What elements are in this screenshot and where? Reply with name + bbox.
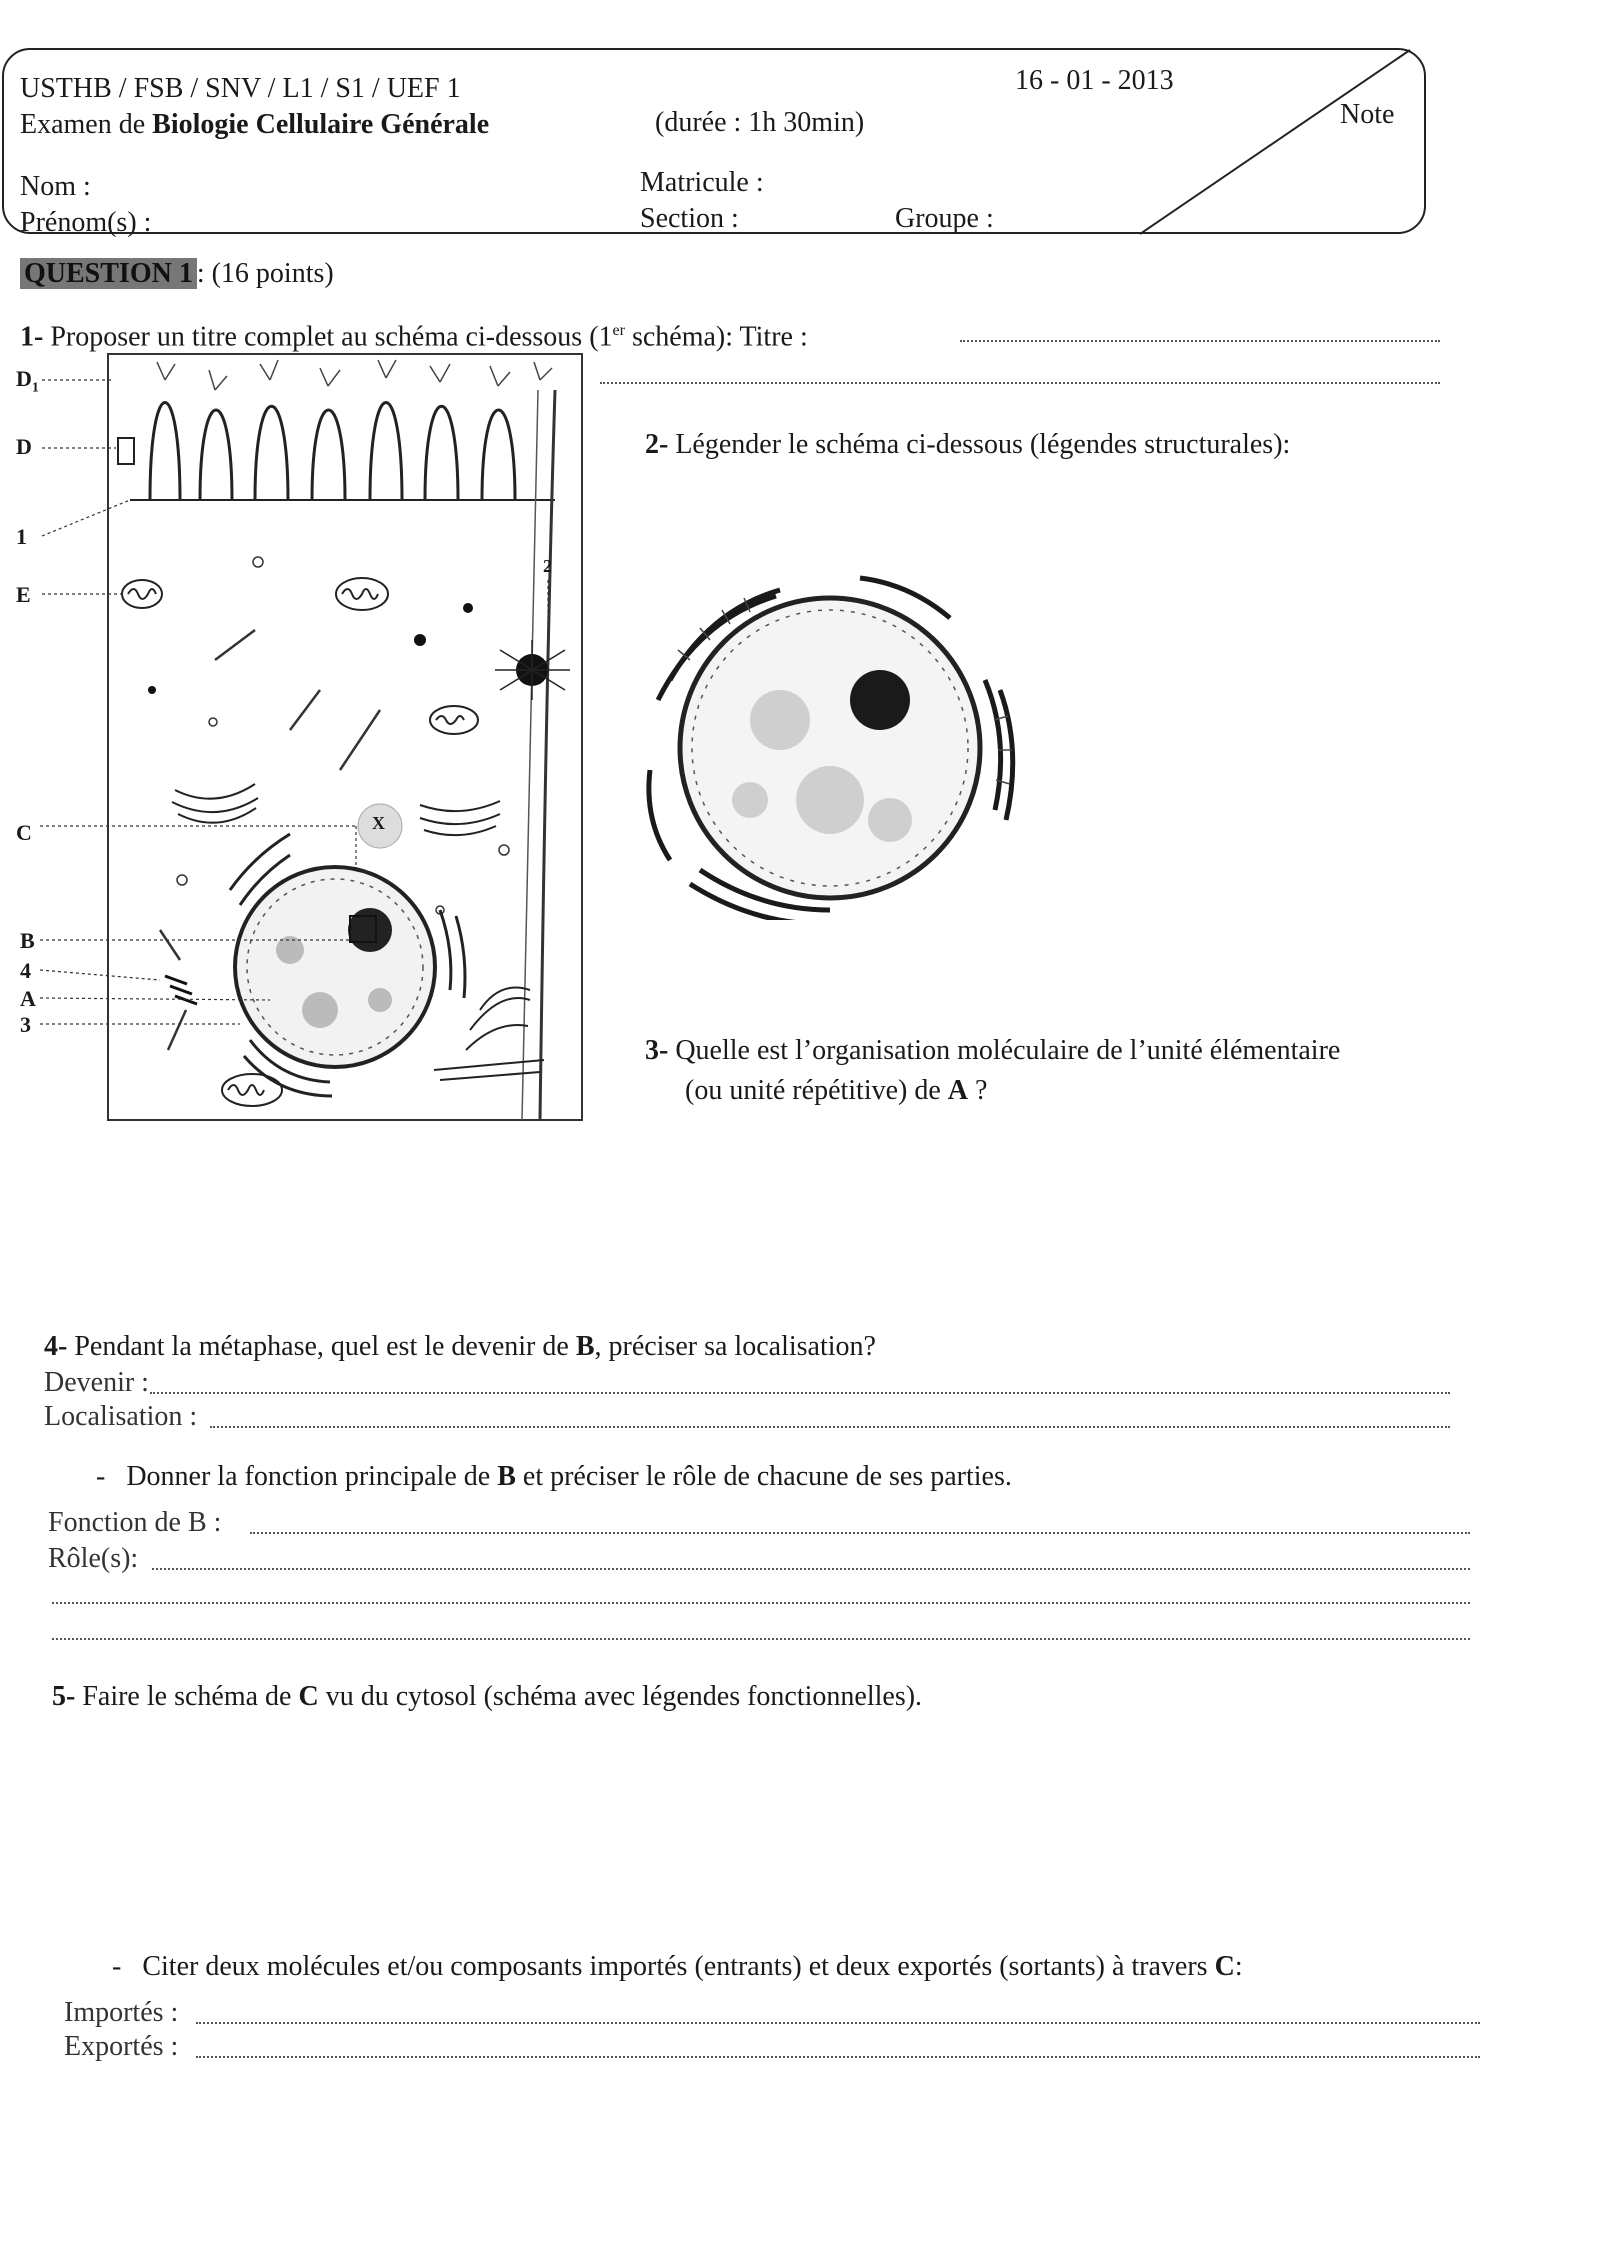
note-label: Note bbox=[1340, 99, 1395, 130]
prenom-label: Prénom(s) : bbox=[20, 207, 152, 238]
nucleus-figure1 bbox=[235, 867, 435, 1067]
label-3: 3 bbox=[20, 1012, 31, 1037]
q4-text: 4- Pendant la métaphase, quel est le devenir de B, préciser sa localisation? bbox=[44, 1331, 876, 1362]
microvilli bbox=[130, 403, 555, 501]
exportes-answer-line bbox=[196, 2056, 1480, 2058]
localisation-answer-line bbox=[210, 1426, 1450, 1428]
roles-answer-line-3 bbox=[52, 1638, 1470, 1640]
label-x: X bbox=[372, 813, 385, 833]
question1-heading: QUESTION 1 : (16 points) bbox=[20, 257, 334, 291]
q5-sub-text: - Citer deux molécules et/ou composants importés (entrants) et deux exportés (sortants) à travers C: bbox=[112, 1951, 1243, 1982]
q1-text: 1- Proposer un titre complet au schéma ci-dessous (1er schéma): Titre : bbox=[20, 321, 808, 353]
label-2: 2 bbox=[543, 556, 552, 576]
q3-line1: 3- Quelle est l’organisation moléculaire de l’unité élémentaire bbox=[645, 1035, 1341, 1066]
q4-sub-text: - Donner la fonction principale de B et préciser le rôle de chacune de ses parties. bbox=[96, 1461, 1012, 1492]
exportes-label: Exportés : bbox=[64, 2031, 179, 2062]
vesicles bbox=[177, 557, 509, 914]
label-b: B bbox=[20, 928, 35, 953]
fonction-answer-line bbox=[250, 1532, 1470, 1534]
roles-label: Rôle(s): bbox=[48, 1543, 139, 1574]
importes-label: Importés : bbox=[64, 1997, 179, 2028]
exam-duration: (durée : 1h 30min) bbox=[655, 107, 865, 138]
matricule-label: Matricule : bbox=[640, 167, 764, 198]
label-d: D bbox=[16, 434, 32, 459]
q5-text: 5- Faire le schéma de C vu du cytosol (schéma avec légendes fonctionnelles). bbox=[52, 1681, 923, 1712]
dense-granules bbox=[148, 603, 473, 694]
label-e: E bbox=[16, 582, 31, 607]
fonction-label: Fonction de B : bbox=[48, 1507, 222, 1538]
exam-title: Examen de Biologie Cellulaire Générale bbox=[20, 109, 490, 140]
desmosome-2 bbox=[495, 640, 570, 700]
q1-answer-line-1 bbox=[960, 340, 1440, 342]
roles-answer-line-2 bbox=[52, 1602, 1470, 1604]
cell-diagram-figure bbox=[0, 350, 590, 1130]
importes-answer-line bbox=[196, 2022, 1480, 2024]
nom-label: Nom : bbox=[20, 171, 91, 202]
label-d1: $D_1$ bbox=[16, 366, 39, 396]
devenir-answer-line bbox=[150, 1392, 1450, 1394]
note-diagonal bbox=[1130, 48, 1430, 238]
localisation-label: Localisation : bbox=[44, 1401, 198, 1432]
groupe-label: Groupe : bbox=[895, 203, 994, 234]
section-label: Section : bbox=[640, 203, 739, 234]
label-4: 4 bbox=[20, 958, 31, 983]
q3-line2: (ou unité répétitive) de A ? bbox=[685, 1075, 988, 1106]
q1-answer-line-2 bbox=[600, 382, 1440, 384]
institution-line: USTHB / FSB / SNV / L1 / S1 / UEF 1 bbox=[20, 73, 461, 104]
devenir-label: Devenir : bbox=[44, 1367, 149, 1398]
roles-answer-line-1 bbox=[152, 1568, 1470, 1570]
q2-text: 2- Légender le schéma ci-dessous (légendes structurales): bbox=[645, 429, 1291, 460]
nucleus-diagram-figure bbox=[630, 570, 1030, 920]
label-1: 1 bbox=[16, 524, 27, 549]
label-c: C bbox=[16, 820, 32, 845]
label-a: A bbox=[20, 986, 36, 1011]
exam-date: 16 - 01 - 2013 bbox=[1015, 65, 1174, 96]
glycocalyx bbox=[157, 360, 552, 390]
